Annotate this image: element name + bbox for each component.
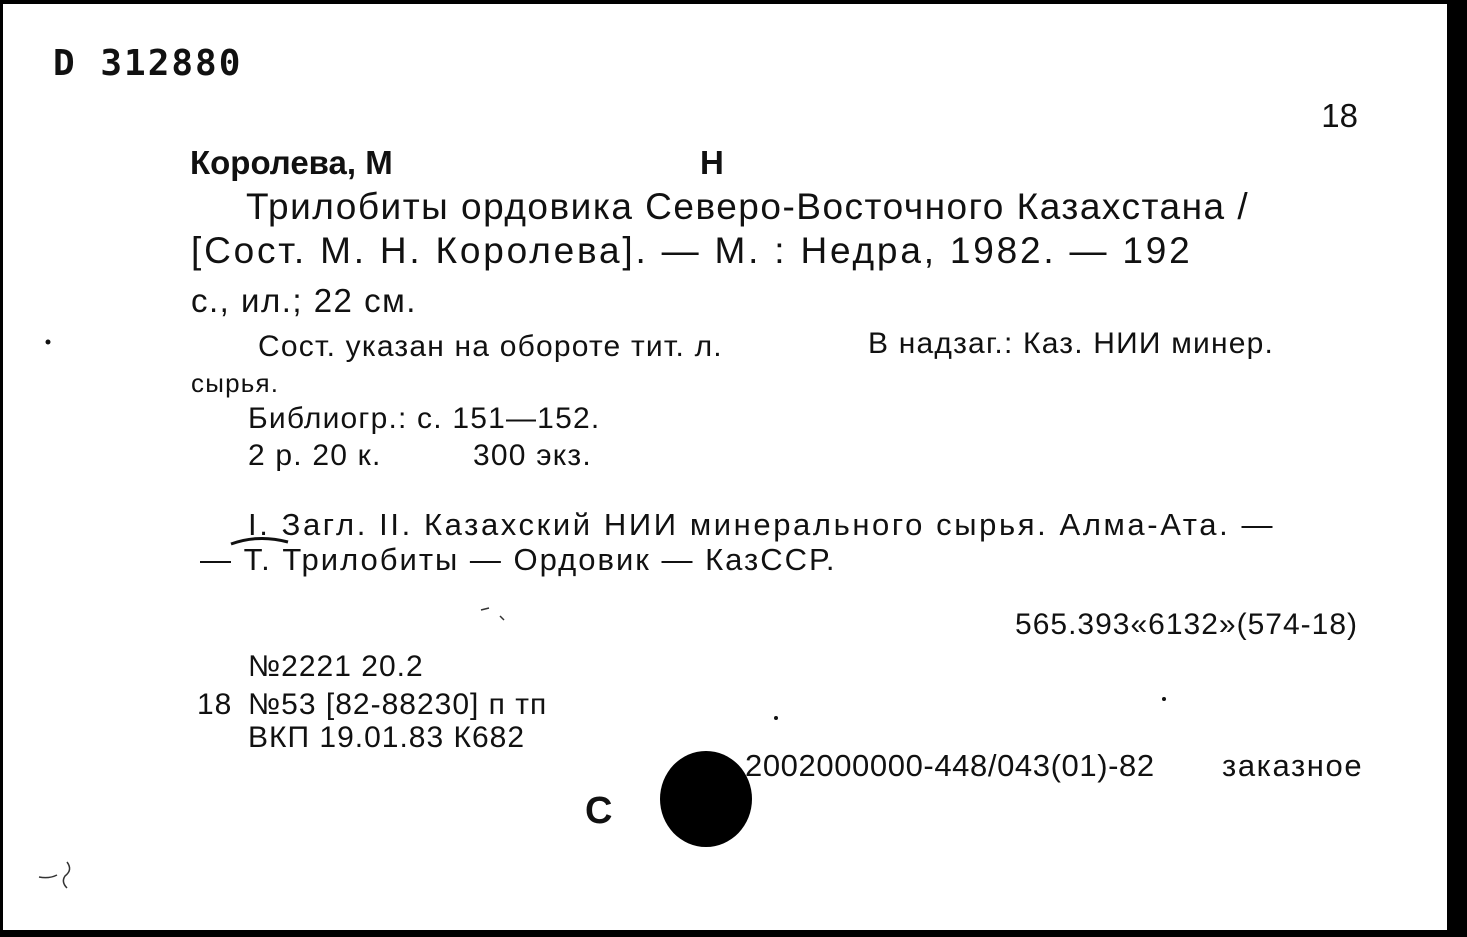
stray-dot xyxy=(774,716,778,720)
author-initial: Н xyxy=(700,144,724,181)
title-line-3: с., ил.; 22 см. xyxy=(191,282,417,319)
order-type: заказное xyxy=(1222,748,1364,783)
service-line-3: ВКП 19.01.83 К682 xyxy=(248,721,526,754)
publisher-code: 2002000000-448/043(01)-82 xyxy=(745,748,1155,783)
stamp-number: D 312880 xyxy=(53,43,243,84)
author-surname: Королева, М xyxy=(190,144,393,181)
note-overtitle: В надзаг.: Каз. НИИ минер. xyxy=(868,327,1275,360)
title-line-1: Трилобиты ордовика Северо-Восточного Казахстана / xyxy=(246,186,1250,227)
price: 2 р. 20 к. xyxy=(248,439,382,472)
udc-classification: 565.393«6132»(574-18) xyxy=(1015,608,1358,641)
stray-marks xyxy=(3,4,1450,930)
tracings-line-2: — Т. Трилобиты — Ордовик — КазССР. xyxy=(200,542,837,577)
note-compiler: Сост. указан на обороте тит. л. xyxy=(258,330,723,363)
print-run: 300 экз. xyxy=(473,439,592,472)
service-line-2-prefix: 18 xyxy=(197,688,233,721)
stray-mark xyxy=(39,862,70,888)
title-line-2: [Сост. М. Н. Королева]. — М. : Недра, 1982. — 192 xyxy=(191,230,1193,271)
pencil-underline xyxy=(231,538,288,544)
stray-dot xyxy=(46,340,51,345)
corner-number: 18 xyxy=(1321,97,1358,134)
tracings-line-1: I. Загл. II. Казахский НИИ минерального сырья. Алма-Ата. — xyxy=(248,507,1276,542)
note-overtitle-cont: сырья. xyxy=(191,368,280,398)
stray-dot xyxy=(1162,697,1166,701)
service-line-2: №53 [82-88230] п тп xyxy=(248,688,548,721)
bibliography-note: Библиогр.: с. 151—152. xyxy=(248,402,601,435)
catalog-card xyxy=(3,4,1450,930)
stray-mark xyxy=(481,608,504,620)
catalog-letter: С xyxy=(585,790,613,832)
service-line-1: №2221 20.2 xyxy=(248,650,424,683)
